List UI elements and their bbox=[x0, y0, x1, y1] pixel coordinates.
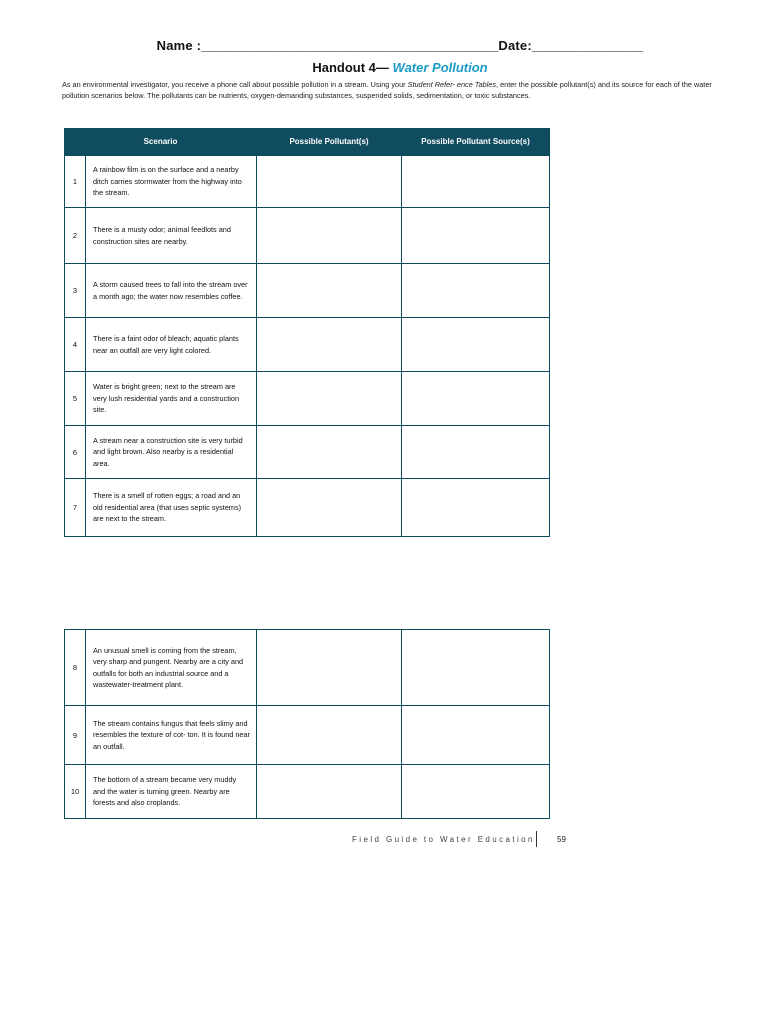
source-answer-cell[interactable] bbox=[402, 426, 550, 479]
row-number: 5 bbox=[65, 372, 86, 426]
table-row bbox=[65, 372, 550, 426]
scenario-text: A rainbow film is on the surface and a nearby ditch carries stormwater from the highway into the stream. bbox=[86, 156, 257, 208]
source-answer-cell[interactable] bbox=[402, 630, 550, 706]
scenario-text: There is a faint odor of bleach; aquatic plants near an outfall are very light colored. bbox=[86, 318, 257, 372]
source-answer-cell[interactable] bbox=[402, 479, 550, 537]
source-answer-cell[interactable] bbox=[402, 318, 550, 372]
pollutant-answer-cell[interactable] bbox=[257, 479, 402, 537]
table-header-row bbox=[65, 129, 550, 156]
handout-title-accent: Water Pollution bbox=[392, 60, 488, 75]
pollutant-answer-cell[interactable] bbox=[257, 264, 402, 318]
pollutant-answer-cell[interactable] bbox=[257, 208, 402, 264]
footer-divider bbox=[536, 831, 537, 847]
table-row bbox=[65, 479, 550, 537]
pollutant-answer-cell[interactable] bbox=[257, 156, 402, 208]
table-row bbox=[65, 630, 550, 706]
table-row bbox=[65, 765, 550, 819]
instructions-part-1: As an environmental investigator, you receive a phone call about possible pollution in a stream. Using your bbox=[62, 80, 408, 89]
row-number: 1 bbox=[65, 156, 86, 208]
row-number: 2 bbox=[65, 208, 86, 264]
scenario-text: Water is bright green; next to the stream are very lush residential yards and a construction site. bbox=[86, 372, 257, 426]
row-number: 9 bbox=[65, 706, 86, 765]
pollutant-answer-cell[interactable] bbox=[257, 372, 402, 426]
scenario-text: A storm caused trees to fall into the stream over a month ago; the water now resembles coffee. bbox=[86, 264, 257, 318]
instructions-part-2: , enter the possible pollutant(s) and its source for each of the water pollution scenarios below. The pollutants can be nutrients, oxygen-demanding substances, suspended solids, sedimentation, or toxic substances. bbox=[62, 80, 712, 100]
table-row bbox=[65, 208, 550, 264]
pollutant-answer-cell[interactable] bbox=[257, 630, 402, 706]
name-date-line: Name :________________________________________Date:_______________ bbox=[156, 38, 644, 53]
scenario-text: There is a smell of rotten eggs; a road and an old residential area (that uses septic systems) are next to the stream. bbox=[86, 479, 257, 537]
header-pollutants: Possible Pollutant(s) bbox=[257, 129, 402, 156]
row-number: 6 bbox=[65, 426, 86, 479]
source-answer-cell[interactable] bbox=[402, 765, 550, 819]
table-row bbox=[65, 706, 550, 765]
pollutant-answer-cell[interactable] bbox=[257, 426, 402, 479]
header-source: Possible Pollutant Source(s) bbox=[402, 129, 550, 156]
footer-guide-title: Field Guide to Water Education bbox=[352, 835, 535, 844]
source-answer-cell[interactable] bbox=[402, 706, 550, 765]
scenario-text: A stream near a construction site is very turbid and light brown. Also nearby is a residential area. bbox=[86, 426, 257, 479]
row-number: 8 bbox=[65, 630, 86, 706]
source-answer-cell[interactable] bbox=[402, 156, 550, 208]
row-number: 10 bbox=[65, 765, 86, 819]
pollutant-answer-cell[interactable] bbox=[257, 706, 402, 765]
pollutant-answer-cell[interactable] bbox=[257, 318, 402, 372]
table-row bbox=[65, 264, 550, 318]
scenario-text: An unusual smell is coming from the stream, very sharp and pungent. Nearby are a city and outfalls for both an industrial source and a wastewater-treatment plant. bbox=[86, 630, 257, 706]
scenario-text: There is a musty odor; animal feedlots and construction sites are nearby. bbox=[86, 208, 257, 264]
row-number: 3 bbox=[65, 264, 86, 318]
handout-title bbox=[0, 60, 768, 75]
source-answer-cell[interactable] bbox=[402, 208, 550, 264]
row-number: 4 bbox=[65, 318, 86, 372]
source-answer-cell[interactable] bbox=[402, 264, 550, 318]
page-number: 59 bbox=[557, 835, 566, 844]
scenario-table-top bbox=[64, 128, 550, 537]
header-scenario: Scenario bbox=[65, 129, 257, 156]
scenario-text: The bottom of a stream became very muddy and the water is turning green. Nearby are forests and also croplands. bbox=[86, 765, 257, 819]
pollutant-answer-cell[interactable] bbox=[257, 765, 402, 819]
table-row bbox=[65, 156, 550, 208]
instructions-italic: Student Refer- ence Tables bbox=[407, 80, 497, 89]
instructions-paragraph bbox=[62, 80, 738, 101]
source-answer-cell[interactable] bbox=[402, 372, 550, 426]
table-row bbox=[65, 426, 550, 479]
table-row bbox=[65, 318, 550, 372]
row-number: 7 bbox=[65, 479, 86, 537]
handout-title-prefix: Handout 4— bbox=[312, 60, 389, 75]
scenario-text: The stream contains fungus that feels slimy and resembles the texture of cot- ton. It is found near an outfall. bbox=[86, 706, 257, 765]
scenario-table-bottom bbox=[64, 629, 550, 819]
